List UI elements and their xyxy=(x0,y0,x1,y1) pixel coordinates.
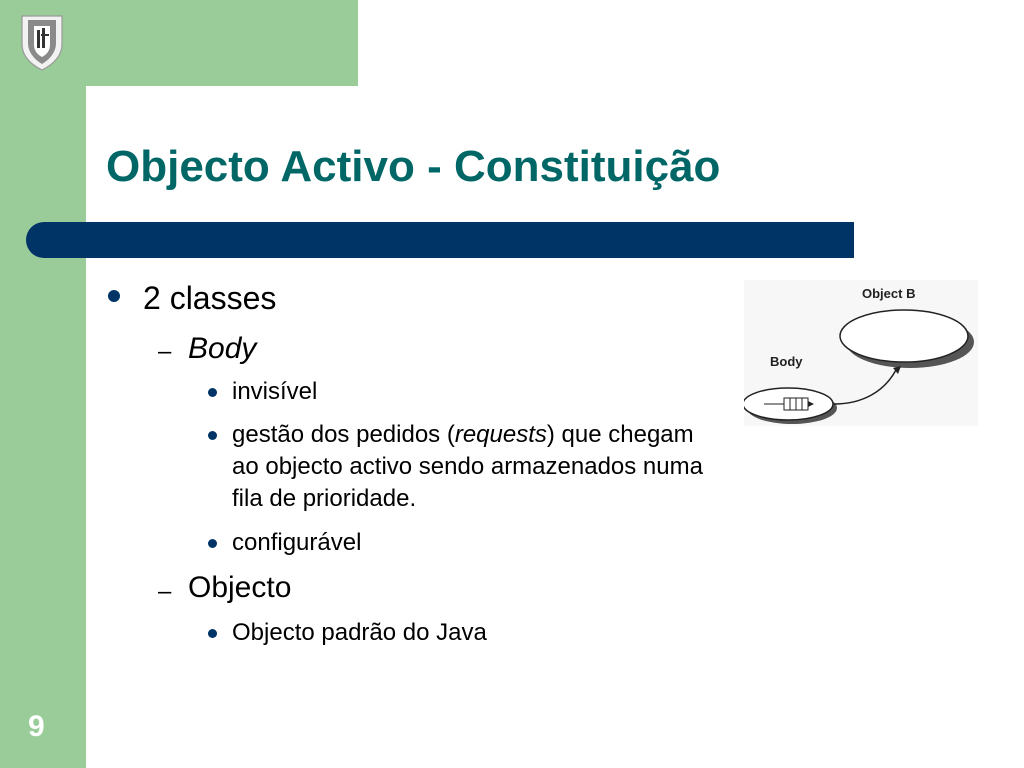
slide-title: Objecto Activo - Constituição xyxy=(106,142,721,191)
bullet-dot xyxy=(208,388,217,397)
bullet-dot xyxy=(208,539,217,548)
item-gestao-part2: ) que chegam ao objecto activo sendo armazenados numa fila de prioridade. xyxy=(232,421,703,512)
item-gestao-part1: gestão dos pedidos ( xyxy=(232,421,455,448)
bullet-dot xyxy=(108,290,120,302)
bullet-dot xyxy=(208,629,217,638)
item-gestao-pedidos xyxy=(232,419,722,515)
bullet-2-classes: 2 classes xyxy=(143,280,277,316)
green-sidebar xyxy=(0,0,86,768)
item-invisivel: invisível xyxy=(232,378,318,405)
slide-number: 9 xyxy=(28,710,45,743)
title-underline-bar xyxy=(26,222,854,258)
object-b-label: Object B xyxy=(862,286,916,301)
ist-logo-icon xyxy=(20,14,64,72)
sub-bullet-dash: – xyxy=(158,338,172,365)
object-b-ellipse xyxy=(840,310,968,362)
item-gestao-requests: requests xyxy=(454,421,547,448)
sub-bullet-dash: – xyxy=(158,578,172,605)
body-label: Body xyxy=(770,354,803,369)
sub-bullet-objecto: Objecto xyxy=(188,571,292,604)
item-objecto-padrao: Objecto padrão do Java xyxy=(232,619,487,646)
item-configuravel: configurável xyxy=(232,529,362,556)
sub-bullet-body: Body xyxy=(188,332,257,365)
active-object-diagram xyxy=(744,280,978,426)
bullet-dot xyxy=(208,431,217,440)
